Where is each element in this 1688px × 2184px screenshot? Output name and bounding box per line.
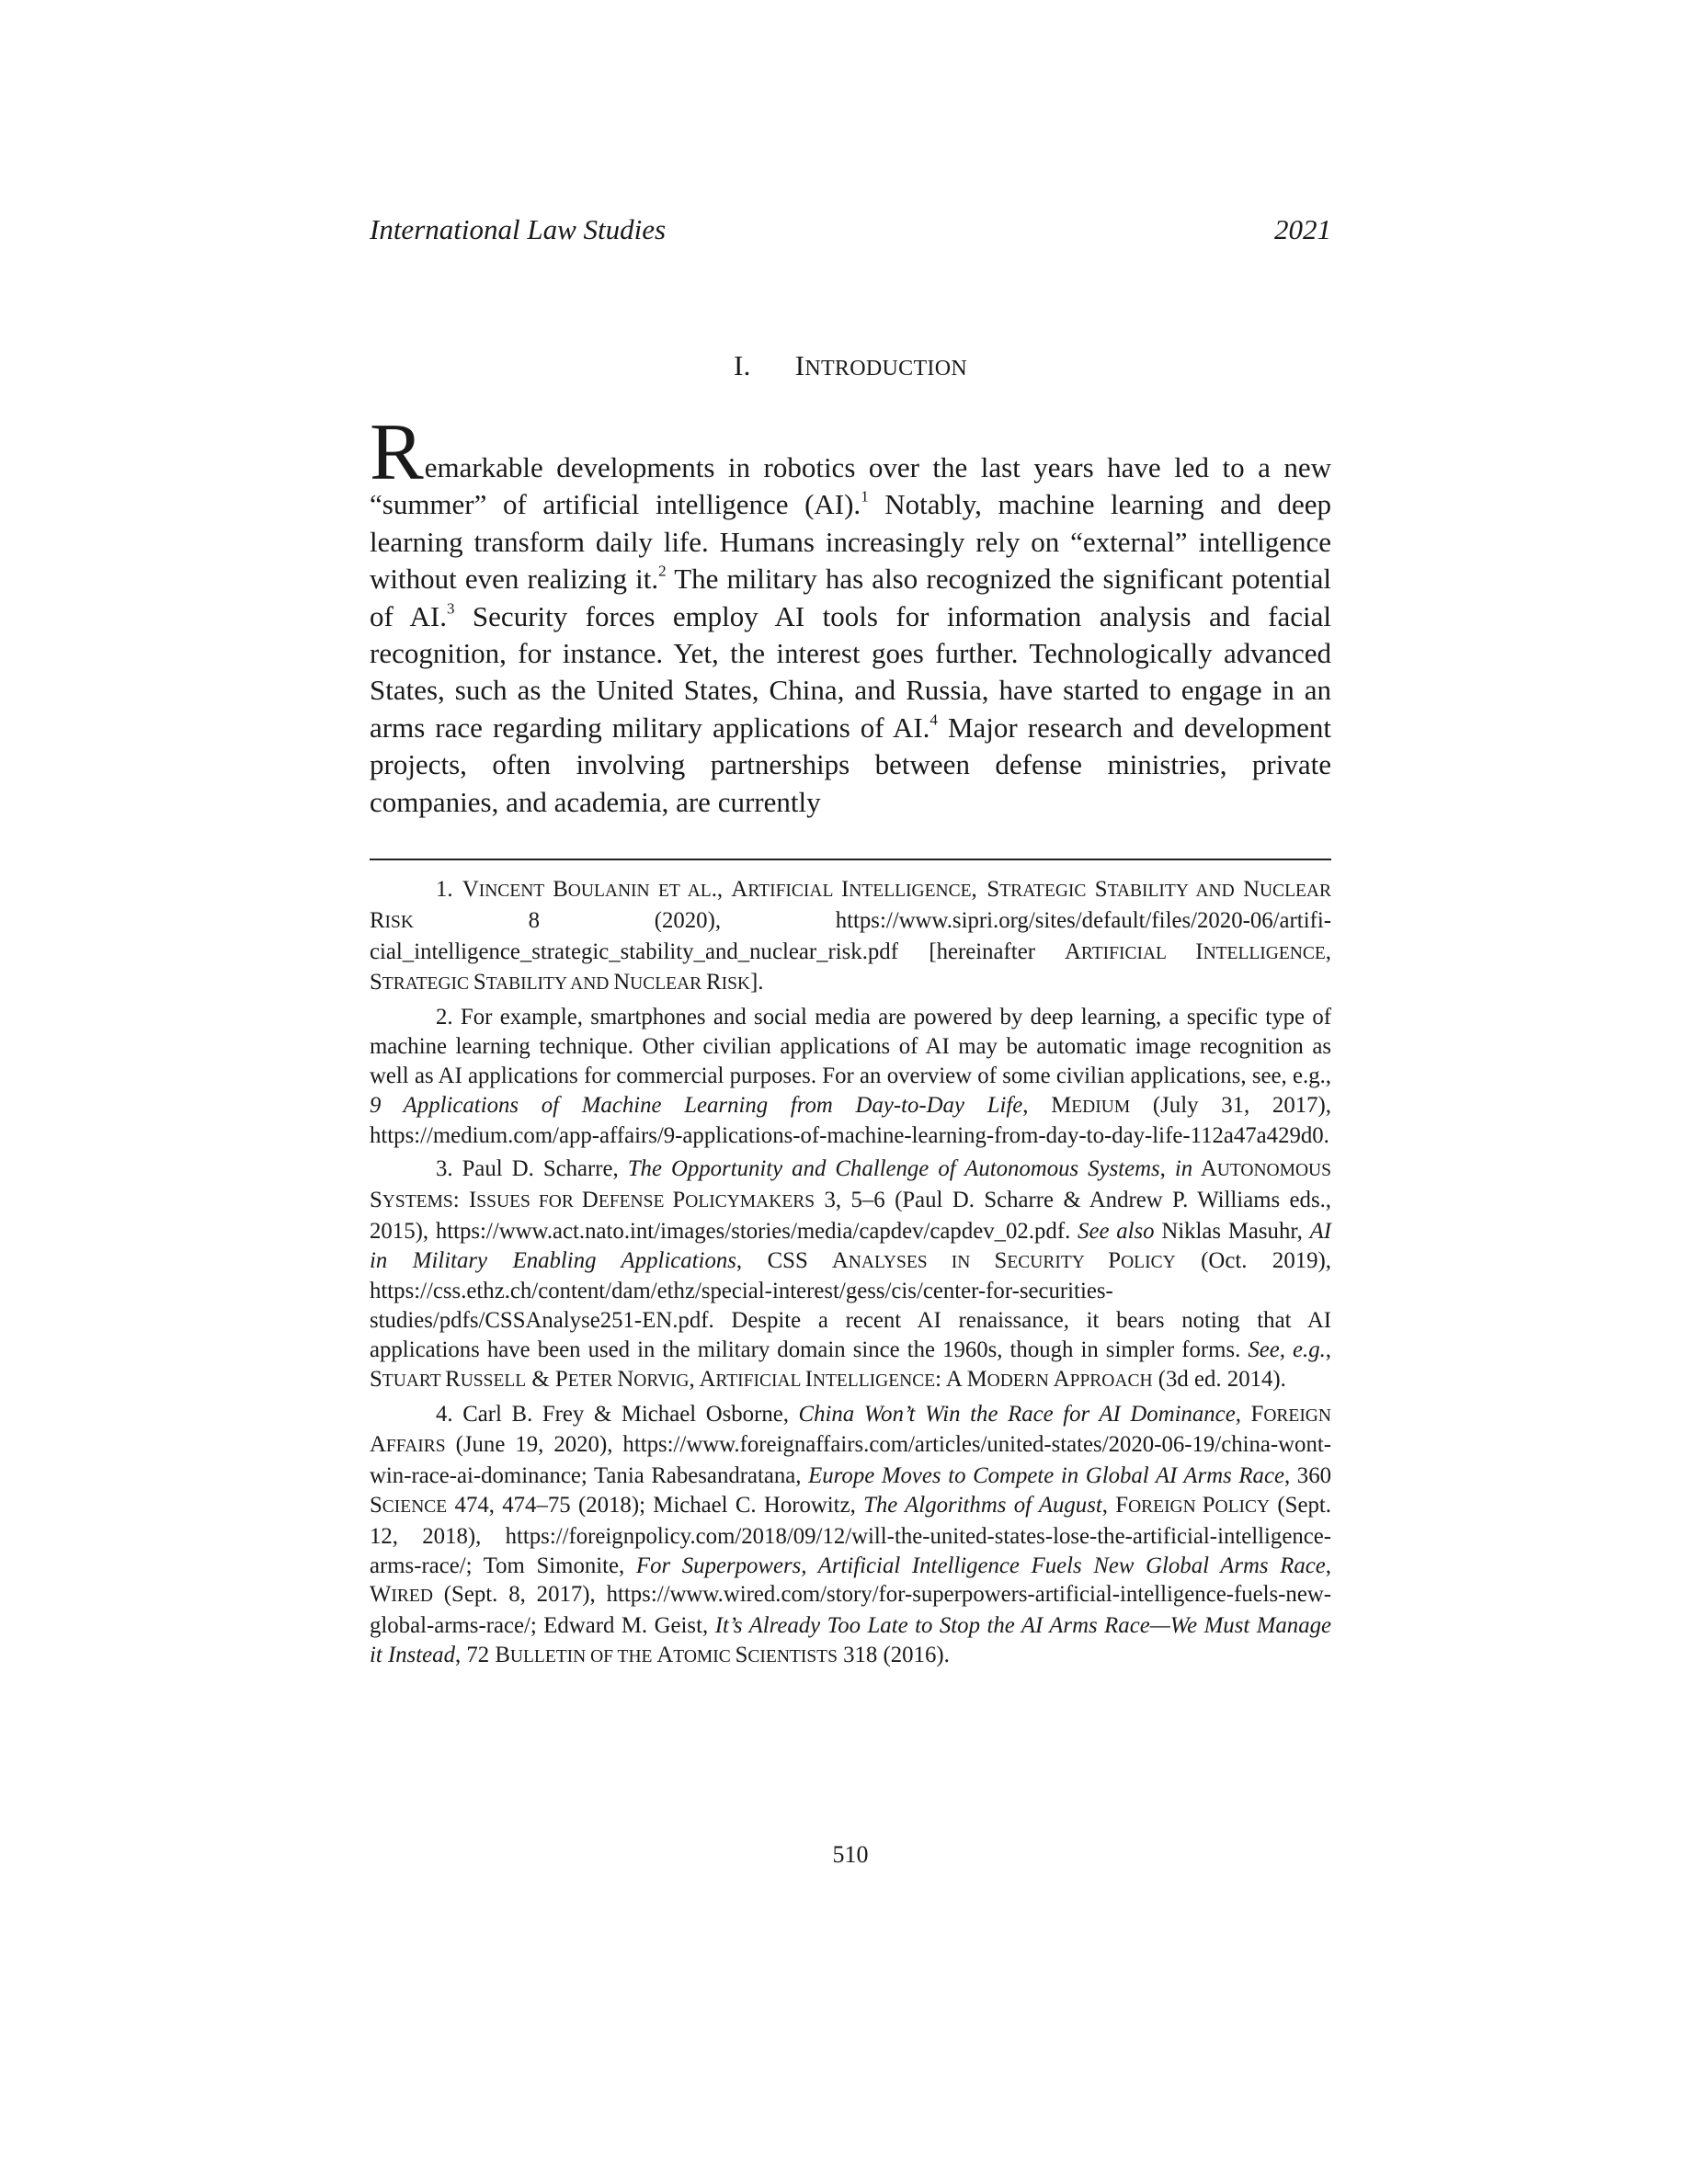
fn-text: RTIFICIAL: [715, 1371, 805, 1391]
section-number: I.: [734, 349, 751, 381]
fn-link-text[interactable]: (June 19, 2020), https://www.foreignaffairs.com/articles/united-states/2020-06-19/china-wont-win-race-ai-dominance; Tania Rabesandratana,: [370, 1432, 1331, 1489]
fn-text: P: [672, 1187, 686, 1212]
fn-text: , W: [370, 1553, 1331, 1608]
fn-text: EFENSE: [598, 1191, 673, 1211]
fn-text: NTELLIGENCE: [849, 882, 972, 901]
fn-text: I: [804, 1366, 813, 1392]
fn-text: OULANIN ET AL: [567, 882, 712, 901]
fn-text: ULLETIN OF THE: [509, 1646, 657, 1666]
footnote-divider: [370, 859, 1331, 860]
footnote-1: [370, 875, 1331, 999]
footnote-3: [370, 1155, 1331, 1395]
fn-text: IRED: [391, 1587, 433, 1607]
fn-text: See, e.g.: [1248, 1337, 1326, 1362]
footnote-ref-1[interactable]: 1: [861, 487, 869, 506]
footnotes: [370, 875, 1331, 1676]
fn-text: INCENT: [478, 882, 553, 901]
fn-text: Niklas Masuhr,: [1154, 1218, 1310, 1244]
fn-text: 474, 474–75 (2018); Michael C. Horowitz,: [447, 1492, 864, 1518]
fn-text: 2. For example, smartphones and social media are powered by deep learning, a specific type of machine learning technique. Other civilian applications of AI may be automatic image recognition as well as AI applications for commercial purposes. For an overview of some civilian applications, see, e.g.,: [370, 1005, 1331, 1088]
fn-text: S: [994, 1247, 1008, 1273]
fn-text: , M: [1022, 1092, 1072, 1118]
fn-text: P: [1202, 1492, 1215, 1518]
fn-text: I: [841, 877, 850, 902]
fn-text: TRATEGIC: [382, 974, 473, 995]
fn-text: S: [370, 1187, 382, 1212]
footnote-ref-2[interactable]: 2: [658, 562, 667, 580]
fn-text: NTELLIGENCE: [1203, 943, 1326, 963]
fn-text: UTONOMOUS: [1216, 1161, 1331, 1181]
fn-text: A: [656, 1642, 674, 1667]
fn-text: S: [735, 1642, 748, 1667]
fn-text: in: [1174, 1156, 1193, 1182]
fn-text: ISK: [721, 974, 751, 995]
fn-text: ETER: [567, 1371, 618, 1391]
fn-text: A: [1053, 1366, 1070, 1392]
fn-text: The Opportunity and Challenge of Autonomous Systems: [627, 1156, 1160, 1182]
fn-text: TRATEGIC: [999, 882, 1095, 901]
fn-text: 9 Applications of Machine Learning from Day-to-Day Life: [370, 1092, 1023, 1118]
fn-text: UCLEAR: [630, 974, 707, 995]
fn-text: 3. Paul D. Scharre,: [436, 1156, 628, 1182]
fn-text: NTELLIGENCE: [812, 1371, 936, 1391]
fn-text: & P: [526, 1366, 568, 1392]
fn-text: China Won’t Win the Race for AI Dominance: [798, 1401, 1236, 1427]
fn-text: P: [1108, 1247, 1122, 1273]
fn-text: ., A: [711, 877, 748, 902]
body-text-segment: The military has also recognized the significant potential of AI.: [370, 563, 1331, 632]
fn-text: , S: [370, 1337, 1331, 1392]
fn-link-text[interactable]: (July 31, 2017), https://medium.com/app-affairs/9-applications-of-machine-learning-from-day-to-day-life-112a47a429d0.: [370, 1092, 1331, 1149]
fn-text: RTIFICIAL: [1080, 943, 1196, 963]
fn-text: PPROACH: [1069, 1371, 1153, 1391]
fn-text: USSELL: [460, 1371, 527, 1391]
journal-year: 2021: [1274, 213, 1331, 245]
fn-text: N: [617, 1366, 634, 1392]
body-text-segment: emarkable developments in robotics over the last years have led to a new “summer” of artificial intelligence (AI).: [370, 451, 1331, 521]
fn-text: CIENTISTS: [747, 1646, 838, 1666]
fn-text: B: [553, 877, 568, 902]
drop-cap: R: [370, 408, 424, 497]
fn-text: NALYSES IN: [848, 1252, 995, 1272]
footnote-ref-3[interactable]: 3: [447, 599, 455, 617]
fn-text: TUART: [382, 1371, 446, 1391]
footnote-2: [370, 1003, 1331, 1151]
fn-text: : I: [452, 1187, 477, 1212]
fn-text: ].: [750, 970, 764, 995]
fn-text: ,: [1159, 1156, 1175, 1182]
fn-link-text[interactable]: (Oct. 2019), https://css.ethz.ch/content/dam/ethz/special-interest/gess/cis/center-for-securities-studies/pdfs/CSSAnalyse251-EN.pdf. Despite a recent AI renaissance, it bears noting that AI applications have been used in the military domain since the 1960s, though in simpler forms.: [370, 1247, 1331, 1362]
fn-text: For Superpowers, Artificial Intelligence Fuels New Global Arms Race: [635, 1553, 1326, 1578]
fn-text: ECURITY: [1007, 1252, 1109, 1272]
fn-text: TABILITY AND: [485, 974, 614, 995]
fn-text: , 360 S: [370, 1463, 1331, 1518]
body-paragraph: [370, 408, 1331, 821]
fn-text: RTIFICIAL: [747, 882, 842, 901]
fn-link-text[interactable]: 3, 5–6 (Paul D. Scharre & Andrew P. Williams eds., 2015), https://www.act.nato.int/images/stories/media/capdev/capdev_02.pdf.: [370, 1187, 1331, 1244]
fn-text: Europe Moves to Compete in Global AI Arms Race: [808, 1463, 1284, 1489]
fn-text: OREIGN: [1263, 1405, 1331, 1426]
body-text-segment: Major research and development projects, often involving partnerships between defense ministries, private companies, and academia, are currently: [370, 711, 1331, 818]
page-number: 510: [832, 1841, 869, 1868]
journal-title: International Law Studies: [370, 213, 667, 245]
fn-text: It’s Already Too Late to Stop the AI Arms Race—We Must Manage it Instead: [370, 1613, 1331, 1667]
fn-text: , F: [1235, 1401, 1264, 1427]
fn-text: OLICY: [1215, 1496, 1271, 1517]
fn-text: AI in Military Enabling Applications: [370, 1218, 1331, 1273]
fn-text: , S: [971, 877, 1000, 902]
fn-text: S: [1094, 877, 1108, 902]
fn-text: , F: [1101, 1492, 1129, 1518]
section-title-initial: I: [794, 349, 805, 381]
footnote-ref-4[interactable]: 4: [930, 711, 938, 729]
fn-text: I: [1195, 938, 1203, 964]
fn-text: : A M: [935, 1366, 987, 1392]
fn-text: (3d ed. 2014).: [1152, 1366, 1286, 1392]
fn-text: OLICYMAKERS: [685, 1191, 815, 1211]
fn-text: A: [370, 1432, 386, 1458]
fn-text: ISK: [384, 912, 414, 932]
fn-text: YSTEMS: [382, 1191, 453, 1211]
running-header: [370, 210, 1331, 250]
fn-text: S: [473, 970, 486, 995]
fn-text: R: [706, 970, 722, 995]
fn-text: R: [370, 907, 385, 933]
fn-text: ORVIG: [633, 1371, 690, 1391]
fn-text: , CSS A: [736, 1247, 849, 1273]
fn-text: , S: [370, 938, 1331, 995]
fn-text: UCLEAR: [1260, 882, 1331, 901]
footnote-4: [370, 1400, 1331, 1672]
body-text-segment: Security forces employ AI tools for information analysis and facial recognition, for instance. Yet, the interest goes further. Technologically advanced States, such as the United States, China, and Russia, have started to engage in an arms race regarding military applications of AI.: [370, 599, 1331, 744]
fn-text: N: [613, 970, 631, 995]
fn-link-text[interactable]: 8 (2020), https://www.sipri.org/sites/default/files/2020-06/artificial_intelligence_strategic_stability_and_nuclear_risk.pdf [hereinafter A: [370, 907, 1331, 964]
fn-text: 4. Carl B. Frey & Michael Osborne,: [436, 1401, 799, 1427]
fn-text: CIENCE: [382, 1496, 448, 1517]
fn-text: R: [445, 1366, 461, 1392]
fn-text: EDIUM: [1071, 1097, 1131, 1117]
fn-text: 318 (2016).: [837, 1642, 950, 1667]
fn-text: A: [1192, 1156, 1217, 1182]
fn-link-text[interactable]: (Sept. 8, 2017), https://www.wired.com/story/for-superpowers-artificial-intelligence-fuels-new-global-arms-race/; Edward M. Geist,: [370, 1582, 1331, 1639]
fn-text: , A: [689, 1366, 716, 1392]
fn-text: TABILITY AND: [1107, 882, 1244, 901]
fn-text: ODERN: [987, 1371, 1054, 1391]
fn-text: OREIGN: [1128, 1496, 1203, 1517]
fn-text: The Algorithms of August: [863, 1492, 1102, 1518]
fn-text: , 72 B: [454, 1642, 510, 1667]
fn-text: TOMIC: [673, 1646, 736, 1666]
fn-text: N: [1243, 877, 1260, 902]
fn-text: See also: [1078, 1218, 1155, 1244]
fn-text: 1. V: [436, 877, 479, 902]
fn-link-text[interactable]: (Sept. 12, 2018), https://foreignpolicy.com/2018/09/12/will-the-united-states-lose-the-artificial-intelligence-arms-race/; Tom Simonite,: [370, 1492, 1331, 1578]
body-text-segment: Notably, machine learning and deep learning transform daily life. Humans increasingly rely on “external” intelligence without even realizing it.: [370, 488, 1331, 596]
fn-text: FFAIRS: [385, 1437, 446, 1457]
fn-text: D: [581, 1187, 599, 1212]
section-title-rest: NTRODUCTION: [804, 357, 967, 381]
fn-text: SSUES FOR: [476, 1191, 582, 1211]
section-heading: [370, 347, 1331, 387]
fn-text: OLICY: [1121, 1252, 1176, 1272]
